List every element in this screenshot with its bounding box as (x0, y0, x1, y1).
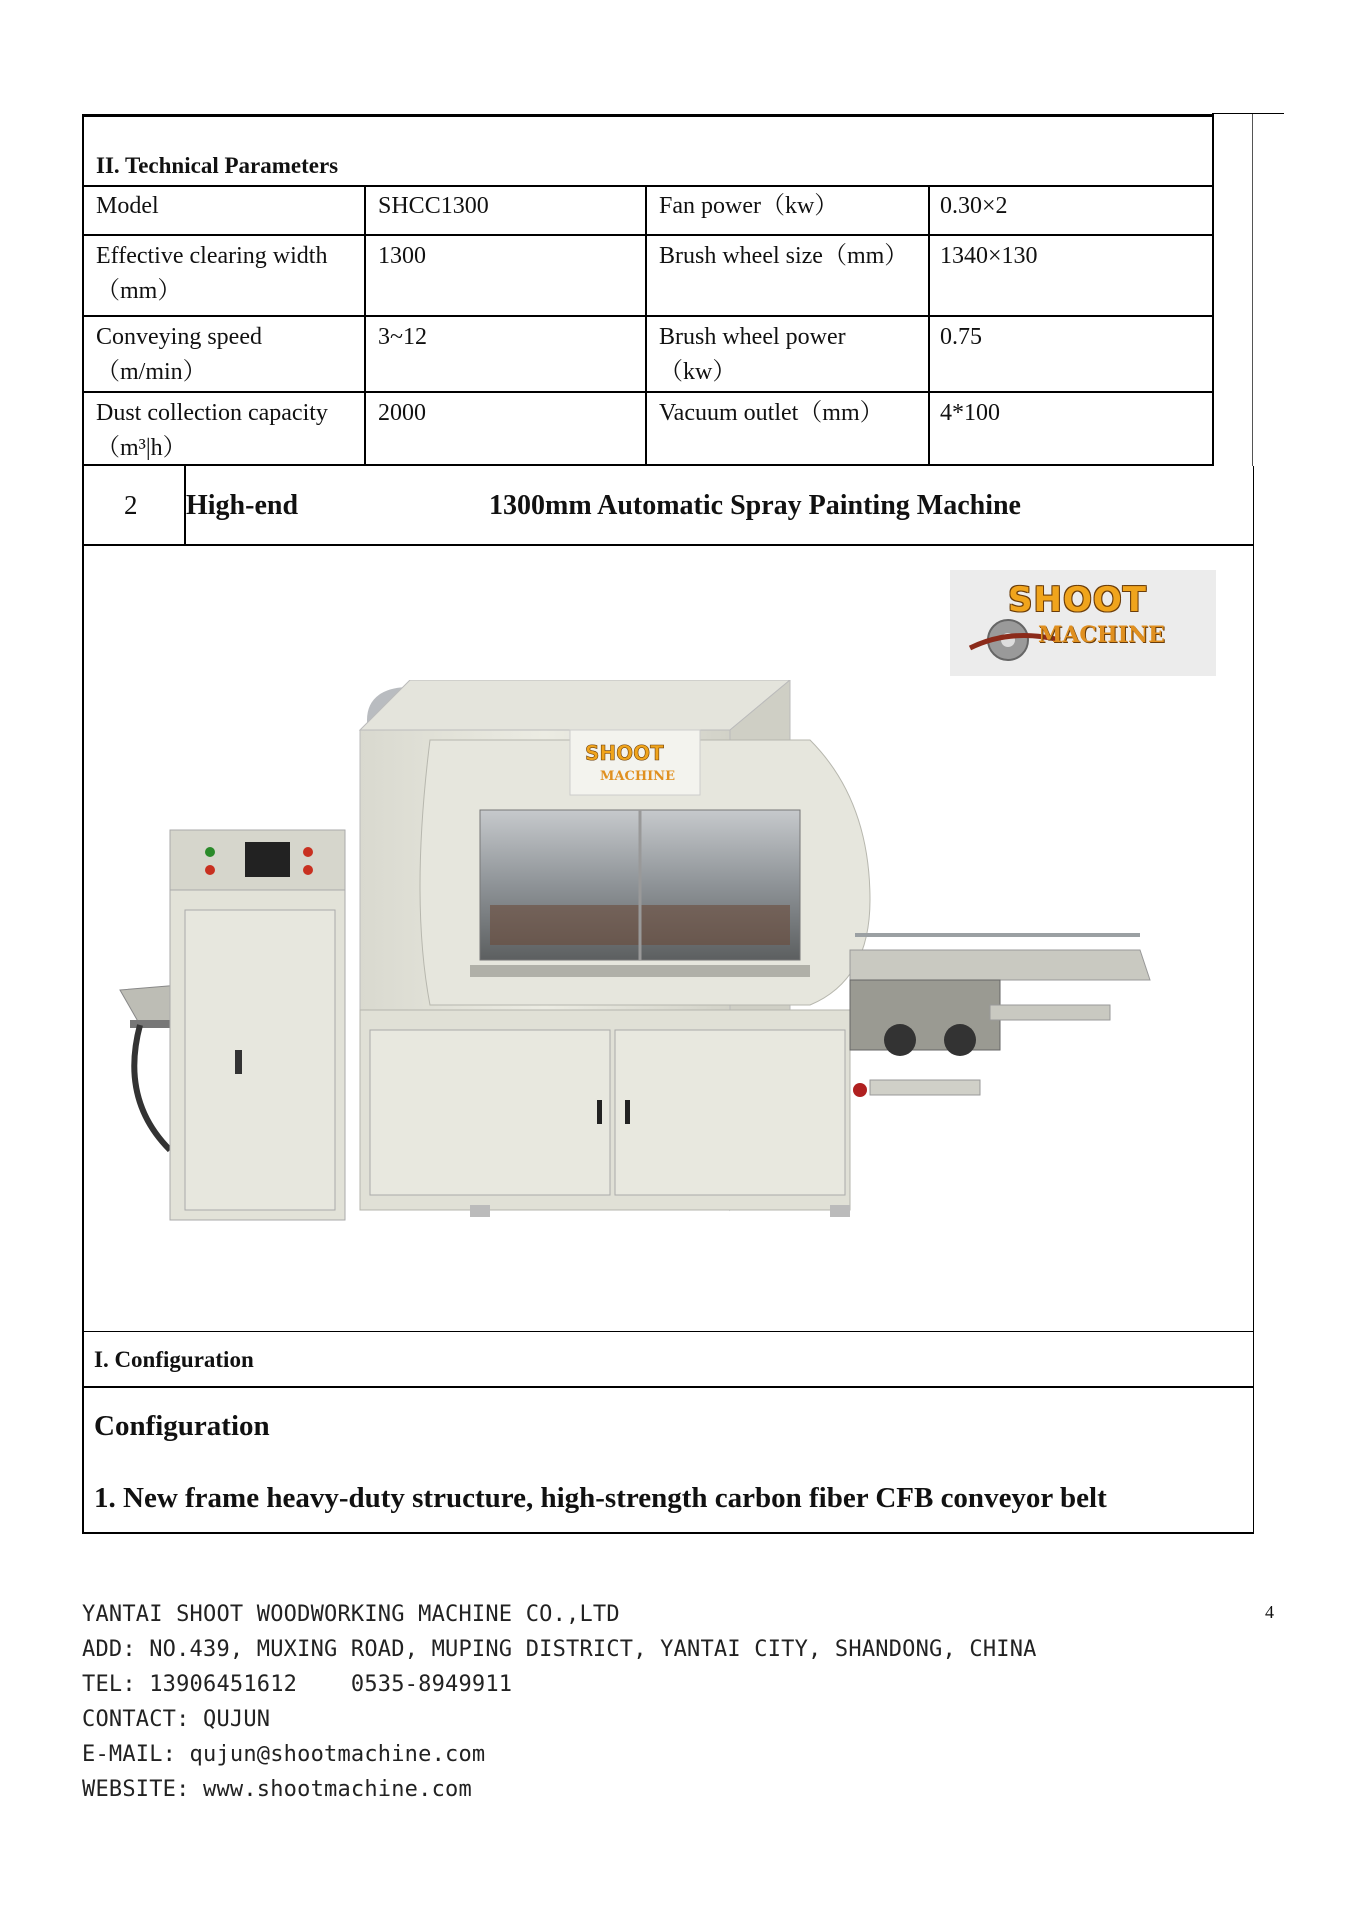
table-cell: 3~12 (378, 324, 427, 350)
config-header: I. Configuration (94, 1347, 254, 1372)
footer-tel: TEL: 13906451612 0535-8949911 (82, 1672, 513, 1697)
table-border (1212, 114, 1214, 466)
table-divider (82, 185, 1214, 187)
section-title: 1300mm Automatic Spray Painting Machine (489, 490, 1021, 521)
footer-website: WEBSITE: www.shootmachine.com (82, 1777, 472, 1802)
table-cell: Vacuum outlet（mm） (659, 400, 884, 426)
table-cell: Conveying speed （m/min） (96, 324, 262, 385)
table-cell: Brush wheel power （kw） (659, 324, 846, 385)
page-number: 4 (1265, 1602, 1274, 1622)
table-divider (645, 185, 647, 466)
table-divider (82, 234, 1214, 236)
machine-photo-graphic (110, 680, 1160, 1240)
table-border (1212, 113, 1284, 114)
table-cell: 4*100 (940, 400, 1000, 426)
table-cell: 1300 (378, 243, 426, 269)
table-cell: 1340×130 (940, 243, 1038, 269)
footer-email: E-MAIL: qujun@shootmachine.com (82, 1742, 486, 1767)
table-divider (82, 315, 1214, 317)
table-cell: 2000 (378, 400, 426, 426)
table-cell: Model (96, 193, 159, 219)
section-number: 2 (124, 490, 138, 520)
brand-logo-text: SHOOT (1008, 580, 1147, 620)
table-cell: Brush wheel size（mm） (659, 243, 909, 269)
table-divider (82, 391, 1214, 393)
svg-text:SHOOT: SHOOT (585, 741, 664, 765)
table-border (1252, 114, 1253, 466)
config-item: 1. New frame heavy-duty structure, high-strength carbon fiber CFB conveyor belt (94, 1482, 1107, 1514)
section-label: High-end (186, 490, 299, 521)
table-cell: 0.75 (940, 324, 982, 350)
footer-contact: CONTACT: QUJUN (82, 1707, 271, 1732)
table-divider (364, 185, 366, 466)
brand-logo (950, 570, 1216, 676)
brand-logo-text: MACHINE (1038, 622, 1165, 648)
table-cell: SHCC1300 (378, 193, 489, 219)
footer-address: ADD: NO.439, MUXING ROAD, MUPING DISTRICT, YANTAI CITY, SHANDONG, CHINA (82, 1637, 1037, 1662)
table-cell: Dust collection capacity（m³|h） (96, 400, 328, 461)
footer-company: YANTAI SHOOT WOODWORKING MACHINE CO.,LTD (82, 1602, 620, 1627)
config-heading: Configuration (94, 1410, 270, 1442)
svg-text:MACHINE: MACHINE (600, 769, 675, 784)
table-cell: Effective clearing width（mm） (96, 243, 328, 304)
table-cell: 0.30×2 (940, 193, 1008, 219)
table-cell: Fan power（kw） (659, 193, 839, 219)
machine-photo (110, 680, 1160, 1240)
config-header-row (82, 1332, 1254, 1388)
table-divider (928, 185, 930, 466)
spec-title: II. Technical Parameters (96, 153, 339, 178)
